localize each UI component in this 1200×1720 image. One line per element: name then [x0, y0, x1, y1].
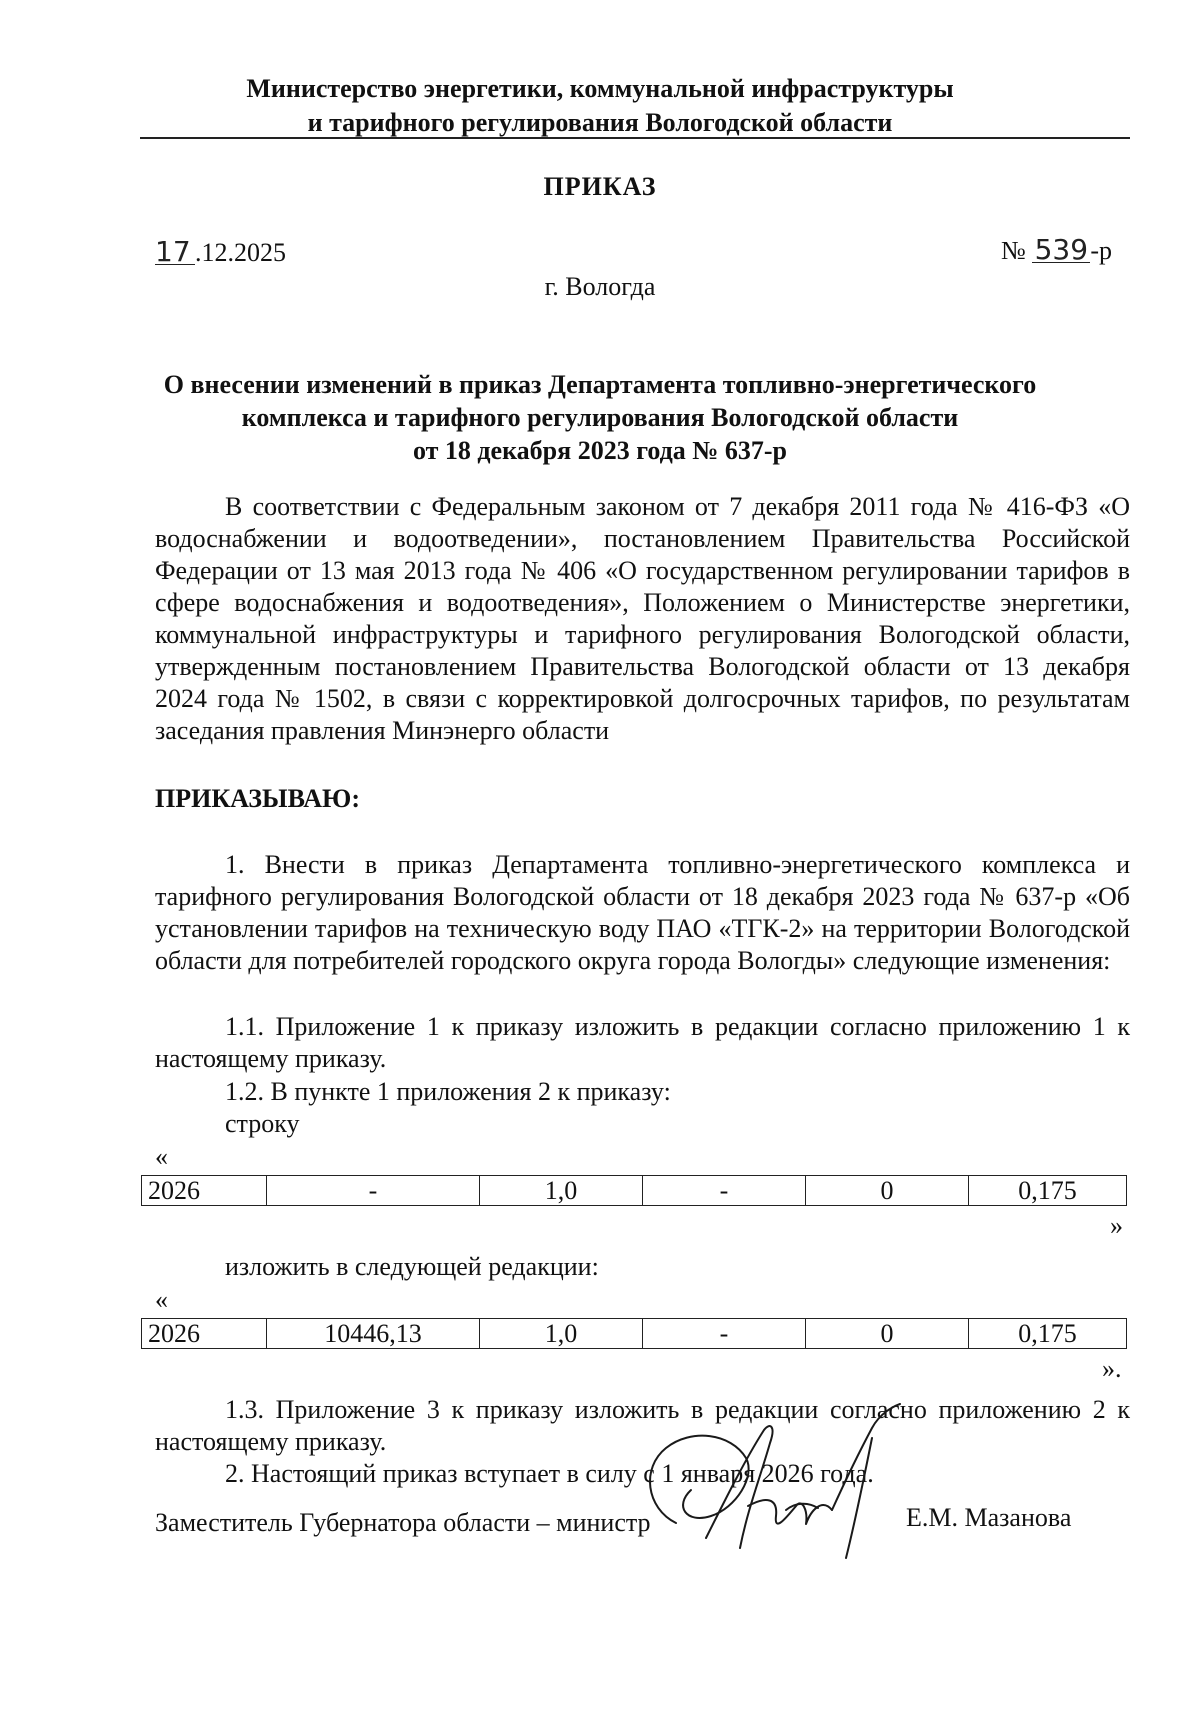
close-quote-old: »: [1110, 1211, 1123, 1240]
header-divider: [140, 137, 1130, 139]
cell-tariff: -: [267, 1176, 480, 1206]
cell-value-4: 0,175: [969, 1319, 1127, 1349]
item-1-1: 1.1. Приложение 1 к приказу изложить в редакции согласно приложению 1 к настоящему приказу.: [155, 1012, 1130, 1073]
number-sign: №: [1001, 236, 1026, 265]
signature-stroke: [748, 1500, 832, 1524]
cell-value-3: 0: [806, 1176, 969, 1206]
order-number: [1001, 233, 1112, 266]
close-quote-new: ».: [1102, 1354, 1122, 1383]
new-edition-text: изложить в следующей редакции:: [225, 1252, 599, 1281]
ministry-header: [0, 72, 1200, 140]
cell-value-1: 1,0: [480, 1176, 643, 1206]
cell-value-2: -: [643, 1319, 806, 1349]
item-1-3: 1.3. Приложение 3 к приказу изложить в редакции согласно приложению 2 к настоящему приказу.: [155, 1395, 1130, 1456]
handwritten-signature: [636, 1398, 936, 1568]
signature-stroke: [650, 1436, 749, 1523]
ministry-line-2: и тарифного регулирования Вологодской области: [307, 108, 893, 137]
signature-stroke: [846, 1438, 872, 1558]
signer-position: Заместитель Губернатора области – министр: [155, 1508, 651, 1537]
order-date-rest: .12.2025: [195, 238, 286, 267]
table-row: [142, 1176, 1127, 1206]
cell-year: 2026: [142, 1176, 267, 1206]
handwritten-day: 17: [155, 240, 195, 265]
subject-line-2: комплекса и тарифного регулирования Вологодской области: [241, 403, 959, 432]
order-date: [155, 235, 286, 268]
table-row: [142, 1319, 1127, 1349]
item-1: 1. Внести в приказ Департамента топливно-энергетического комплекса и тарифного регулирования Вологодской области от 18 декабря 2023 года № 637-р «Об установлении тарифов на техническую воду ПАО «ТГК-2» на территории Вологодской области для потребителей городского округа города Вологды» следующие изменения:: [155, 850, 1130, 975]
cell-value-4: 0,175: [969, 1176, 1127, 1206]
item-2: 2. Настоящий приказ вступает в силу с 1 января 2026 года.: [225, 1459, 874, 1488]
subject-line-3: от 18 декабря 2023 года № 637-р: [412, 436, 788, 465]
preamble: В соответствии с Федеральным законом от 7 декабря 2011 года № 416-ФЗ «О водоснабжении и водоотведении», постановлением Правительства Российской Федерации от 13 мая 2013 года № 406 «О государственном регулировании тарифов в сфере водоснабжения и водоотведения», Положением о Министерстве энергетики, коммунальной инфраструктуры и тарифного регулирования Вологодской области, утвержденным постановлением Правительства Вологодской области от 13 декабря 2024 года № 1502, в связи с корректировкой долгосрочных тарифов, по результатам заседания правления Минэнерго области: [155, 492, 1130, 745]
open-quote-new: «: [155, 1285, 168, 1314]
order-word: ПРИКАЗЫВАЮ:: [155, 784, 360, 813]
cell-year: 2026: [142, 1319, 267, 1349]
handwritten-number: 539: [1032, 238, 1090, 263]
signature-stroke: [832, 1404, 900, 1510]
open-quote-old: «: [155, 1142, 168, 1171]
item-1-2: 1.2. В пункте 1 приложения 2 к приказу:: [225, 1077, 671, 1106]
order-city: г. Вологда: [544, 272, 656, 301]
cell-value-3: 0: [806, 1319, 969, 1349]
signer-name: Е.М. Мазанова: [906, 1503, 1072, 1532]
order-title: ПРИКАЗ: [543, 172, 657, 201]
row-word: строку: [225, 1109, 300, 1138]
cell-value-1: 1,0: [480, 1319, 643, 1349]
cell-value-2: -: [643, 1176, 806, 1206]
number-suffix: -р: [1090, 236, 1112, 265]
table-old-row: [141, 1175, 1127, 1206]
table-new-row: [141, 1318, 1127, 1349]
signature-stroke: [706, 1426, 772, 1548]
subject-line-1: О внесении изменений в приказ Департамента топливно-энергетического: [163, 370, 1037, 399]
cell-tariff: 10446,13: [267, 1319, 480, 1349]
signature-stroke: [786, 1504, 818, 1510]
ministry-line-1: Министерство энергетики, коммунальной инфраструктуры: [246, 74, 954, 103]
order-subject: [0, 368, 1200, 467]
